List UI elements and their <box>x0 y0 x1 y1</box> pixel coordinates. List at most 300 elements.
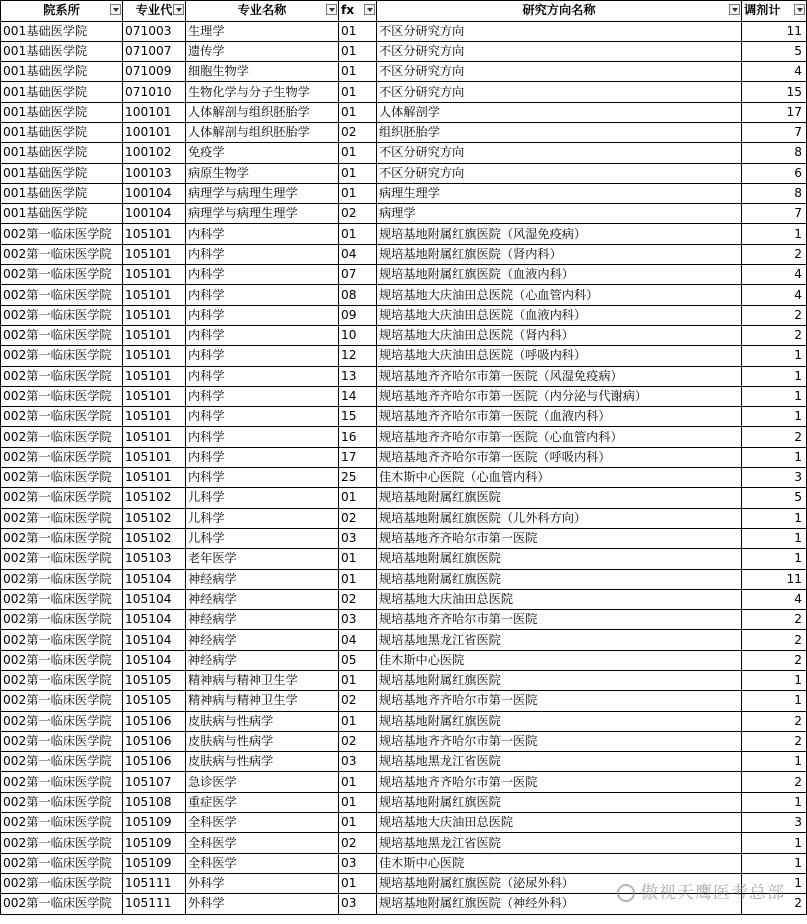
cell-college: 002第一临床医学院 <box>1 792 123 812</box>
cell-major-code: 100102 <box>123 143 186 163</box>
cell-major-name: 内科学 <box>186 427 339 447</box>
cell-count: 1 <box>742 508 807 528</box>
cell-major-code: 105101 <box>123 386 186 406</box>
cell-major-name: 全科医学 <box>186 853 339 873</box>
cell-fx: 02 <box>339 731 377 751</box>
cell-major-code: 105104 <box>123 589 186 609</box>
cell-direction: 规培基地大庆油田总医院（心血管内科） <box>377 285 742 305</box>
cell-major-code: 071010 <box>123 82 186 102</box>
cell-major-name: 病理学与病理生理学 <box>186 183 339 203</box>
cell-college: 002第一临床医学院 <box>1 813 123 833</box>
table-row <box>1 569 807 589</box>
cell-fx: 01 <box>339 143 377 163</box>
table-row <box>1 691 807 711</box>
cell-count: 1 <box>742 407 807 427</box>
header-college-label: 院系所 <box>43 3 80 18</box>
table-row <box>1 468 807 488</box>
watermark-logo-icon <box>617 884 635 902</box>
cell-direction: 不区分研究方向 <box>377 21 742 41</box>
cell-fx: 02 <box>339 589 377 609</box>
cell-fx: 10 <box>339 325 377 345</box>
cell-major-name: 内科学 <box>186 447 339 467</box>
cell-count: 7 <box>742 122 807 142</box>
cell-fx: 02 <box>339 833 377 853</box>
cell-count: 4 <box>742 589 807 609</box>
cell-fx: 02 <box>339 508 377 528</box>
cell-major-name: 内科学 <box>186 265 339 285</box>
cell-major-name: 精神病与精神卫生学 <box>186 691 339 711</box>
table-row <box>1 772 807 792</box>
header-row <box>1 1 807 22</box>
cell-direction: 规培基地大庆油田总医院 <box>377 589 742 609</box>
watermark <box>617 878 785 903</box>
cell-college: 002第一临床医学院 <box>1 224 123 244</box>
cell-direction: 不区分研究方向 <box>377 143 742 163</box>
cell-fx: 01 <box>339 813 377 833</box>
cell-fx: 01 <box>339 163 377 183</box>
table-row <box>1 650 807 670</box>
cell-major-code: 105106 <box>123 752 186 772</box>
cell-college: 002第一临床医学院 <box>1 833 123 853</box>
cell-major-name: 外科学 <box>186 873 339 893</box>
cell-major-code: 105111 <box>123 894 186 914</box>
cell-major-name: 老年医学 <box>186 549 339 569</box>
cell-major-code: 071009 <box>123 62 186 82</box>
cell-direction: 规培基地大庆油田总医院（血液内科） <box>377 305 742 325</box>
cell-college: 002第一临床医学院 <box>1 285 123 305</box>
cell-count: 1 <box>742 691 807 711</box>
cell-major-name: 儿科学 <box>186 488 339 508</box>
cell-count: 1 <box>742 833 807 853</box>
table-row <box>1 183 807 203</box>
cell-major-code: 105101 <box>123 447 186 467</box>
cell-fx: 01 <box>339 62 377 82</box>
table-row <box>1 731 807 751</box>
header-direction <box>377 1 742 22</box>
cell-college: 002第一临床医学院 <box>1 488 123 508</box>
cell-major-code: 105106 <box>123 731 186 751</box>
cell-college: 002第一临床医学院 <box>1 366 123 386</box>
cell-major-code: 100104 <box>123 204 186 224</box>
cell-fx: 09 <box>339 305 377 325</box>
cell-major-code: 100101 <box>123 122 186 142</box>
cell-major-name: 内科学 <box>186 386 339 406</box>
cell-direction: 规培基地附属红旗医院 <box>377 711 742 731</box>
cell-fx: 01 <box>339 772 377 792</box>
cell-major-name: 皮肤病与性病学 <box>186 731 339 751</box>
cell-count: 3 <box>742 813 807 833</box>
cell-direction: 规培基地附属红旗医院（神经外科） <box>377 894 742 914</box>
cell-major-name: 全科医学 <box>186 833 339 853</box>
cell-direction: 不区分研究方向 <box>377 62 742 82</box>
header-major-label: 专业名称 <box>237 3 287 18</box>
cell-count: 5 <box>742 488 807 508</box>
header-code-label: 专业代 <box>135 3 173 18</box>
cell-fx: 03 <box>339 853 377 873</box>
table-row <box>1 21 807 41</box>
cell-fx: 07 <box>339 265 377 285</box>
table-row <box>1 305 807 325</box>
cell-major-name: 遗传学 <box>186 41 339 61</box>
cell-college: 002第一临床医学院 <box>1 244 123 264</box>
cell-college: 002第一临床医学院 <box>1 630 123 650</box>
cell-direction: 规培基地附属红旗医院（风湿免疫病） <box>377 224 742 244</box>
table-row <box>1 122 807 142</box>
cell-major-name: 生物化学与分子生物学 <box>186 82 339 102</box>
table-row <box>1 671 807 691</box>
cell-direction: 人体解剖学 <box>377 102 742 122</box>
cell-fx: 01 <box>339 488 377 508</box>
cell-count: 6 <box>742 163 807 183</box>
cell-direction: 规培基地黑龙江省医院 <box>377 630 742 650</box>
cell-college: 001基础医学院 <box>1 143 123 163</box>
cell-count: 2 <box>742 244 807 264</box>
cell-college: 002第一临床医学院 <box>1 650 123 670</box>
cell-direction: 不区分研究方向 <box>377 82 742 102</box>
cell-major-name: 神经病学 <box>186 569 339 589</box>
header-direction-label: 研究方向名称 <box>522 3 596 18</box>
cell-count: 11 <box>742 21 807 41</box>
cell-direction: 病理生理学 <box>377 183 742 203</box>
cell-major-code: 105101 <box>123 285 186 305</box>
cell-fx: 12 <box>339 346 377 366</box>
cell-fx: 05 <box>339 650 377 670</box>
cell-major-name: 内科学 <box>186 366 339 386</box>
cell-count: 2 <box>742 650 807 670</box>
cell-count: 1 <box>742 549 807 569</box>
cell-college: 001基础医学院 <box>1 41 123 61</box>
cell-direction: 组织胚胎学 <box>377 122 742 142</box>
cell-college: 002第一临床医学院 <box>1 610 123 630</box>
cell-college: 002第一临床医学院 <box>1 549 123 569</box>
cell-direction: 规培基地附属红旗医院 <box>377 792 742 812</box>
table-row <box>1 82 807 102</box>
cell-college: 002第一临床医学院 <box>1 447 123 467</box>
cell-major-name: 免疫学 <box>186 143 339 163</box>
cell-count: 1 <box>742 671 807 691</box>
cell-college: 002第一临床医学院 <box>1 772 123 792</box>
cell-fx: 01 <box>339 82 377 102</box>
cell-major-code: 105101 <box>123 325 186 345</box>
cell-major-name: 神经病学 <box>186 650 339 670</box>
cell-direction: 规培基地黑龙江省医院 <box>377 752 742 772</box>
cell-major-name: 急诊医学 <box>186 772 339 792</box>
cell-count: 3 <box>742 468 807 488</box>
cell-major-code: 100104 <box>123 183 186 203</box>
cell-major-name: 内科学 <box>186 244 339 264</box>
cell-college: 001基础医学院 <box>1 82 123 102</box>
cell-direction: 规培基地齐齐哈尔市第一医院（心血管内科） <box>377 427 742 447</box>
cell-fx: 03 <box>339 528 377 548</box>
cell-direction: 规培基地附属红旗医院（儿外科方向） <box>377 508 742 528</box>
table-row <box>1 528 807 548</box>
cell-major-name: 皮肤病与性病学 <box>186 752 339 772</box>
table-row <box>1 143 807 163</box>
cell-direction: 规培基地齐齐哈尔市第一医院 <box>377 772 742 792</box>
cell-major-code: 105101 <box>123 305 186 325</box>
cell-direction: 规培基地齐齐哈尔市第一医院（风湿免疫病） <box>377 366 742 386</box>
filter-dropdown-icon[interactable] <box>729 4 740 15</box>
cell-count: 4 <box>742 265 807 285</box>
table-row <box>1 407 807 427</box>
cell-college: 002第一临床医学院 <box>1 691 123 711</box>
cell-count: 2 <box>742 772 807 792</box>
cell-major-code: 105102 <box>123 508 186 528</box>
cell-major-code: 105101 <box>123 407 186 427</box>
cell-direction: 不区分研究方向 <box>377 41 742 61</box>
cell-count: 8 <box>742 183 807 203</box>
cell-college: 002第一临床医学院 <box>1 265 123 285</box>
cell-count: 1 <box>742 752 807 772</box>
cell-major-name: 重症医学 <box>186 792 339 812</box>
cell-major-name: 内科学 <box>186 285 339 305</box>
cell-count: 2 <box>742 610 807 630</box>
cell-major-name: 病原生物学 <box>186 163 339 183</box>
table-row <box>1 610 807 630</box>
cell-college: 002第一临床医学院 <box>1 508 123 528</box>
cell-direction: 规培基地齐齐哈尔市第一医院 <box>377 691 742 711</box>
cell-direction: 规培基地齐齐哈尔市第一医院（呼吸内科） <box>377 447 742 467</box>
cell-college: 002第一临床医学院 <box>1 711 123 731</box>
table-row <box>1 346 807 366</box>
cell-major-code: 105104 <box>123 650 186 670</box>
cell-fx: 15 <box>339 407 377 427</box>
cell-count: 2 <box>742 427 807 447</box>
cell-major-code: 105103 <box>123 549 186 569</box>
table-row <box>1 62 807 82</box>
header-fx-label: fx <box>341 3 355 18</box>
cell-count: 2 <box>742 711 807 731</box>
cell-major-code: 105101 <box>123 224 186 244</box>
cell-direction: 规培基地齐齐哈尔市第一医院 <box>377 610 742 630</box>
table-row <box>1 285 807 305</box>
cell-fx: 02 <box>339 691 377 711</box>
cell-college: 001基础医学院 <box>1 163 123 183</box>
table-row <box>1 589 807 609</box>
cell-major-code: 105101 <box>123 468 186 488</box>
cell-major-name: 精神病与精神卫生学 <box>186 671 339 691</box>
cell-major-name: 儿科学 <box>186 528 339 548</box>
cell-direction: 规培基地齐齐哈尔市第一医院 <box>377 731 742 751</box>
table-row <box>1 41 807 61</box>
cell-major-code: 105109 <box>123 813 186 833</box>
cell-count: 1 <box>742 792 807 812</box>
cell-count: 1 <box>742 366 807 386</box>
watermark-text: 傲视天鹰医考总部 <box>641 883 785 903</box>
cell-college: 002第一临床医学院 <box>1 731 123 751</box>
cell-fx: 01 <box>339 549 377 569</box>
table-row <box>1 853 807 873</box>
cell-major-name: 内科学 <box>186 468 339 488</box>
cell-count: 1 <box>742 386 807 406</box>
cell-major-code: 105106 <box>123 711 186 731</box>
cell-count: 1 <box>742 528 807 548</box>
cell-count: 2 <box>742 894 807 914</box>
cell-direction: 规培基地大庆油田总医院（呼吸内科） <box>377 346 742 366</box>
cell-college: 001基础医学院 <box>1 21 123 41</box>
cell-major-name: 全科医学 <box>186 813 339 833</box>
cell-college: 001基础医学院 <box>1 183 123 203</box>
cell-count: 2 <box>742 731 807 751</box>
cell-major-code: 105104 <box>123 610 186 630</box>
table-row <box>1 813 807 833</box>
cell-direction: 规培基地齐齐哈尔市第一医院（内分泌与代谢病） <box>377 386 742 406</box>
filter-dropdown-icon[interactable] <box>110 4 121 15</box>
cell-major-name: 内科学 <box>186 407 339 427</box>
cell-major-code: 105105 <box>123 671 186 691</box>
cell-direction: 佳木斯中心医院 <box>377 853 742 873</box>
cell-major-name: 病理学与病理生理学 <box>186 204 339 224</box>
cell-fx: 13 <box>339 366 377 386</box>
cell-major-name: 人体解剖与组织胚胎学 <box>186 102 339 122</box>
filter-dropdown-icon[interactable] <box>173 4 184 15</box>
table-row <box>1 752 807 772</box>
cell-college: 002第一临床医学院 <box>1 468 123 488</box>
table-row <box>1 386 807 406</box>
cell-fx: 03 <box>339 610 377 630</box>
cell-fx: 01 <box>339 711 377 731</box>
cell-major-code: 105104 <box>123 630 186 650</box>
cell-direction: 规培基地齐齐哈尔市第一医院 <box>377 528 742 548</box>
cell-college: 002第一临床医学院 <box>1 305 123 325</box>
table-row <box>1 488 807 508</box>
cell-fx: 04 <box>339 244 377 264</box>
cell-fx: 14 <box>339 386 377 406</box>
cell-major-name: 内科学 <box>186 346 339 366</box>
cell-major-code: 071003 <box>123 21 186 41</box>
cell-major-code: 100103 <box>123 163 186 183</box>
cell-fx: 08 <box>339 285 377 305</box>
cell-college: 002第一临床医学院 <box>1 407 123 427</box>
cell-college: 001基础医学院 <box>1 62 123 82</box>
cell-count: 5 <box>742 41 807 61</box>
cell-major-name: 神经病学 <box>186 589 339 609</box>
table-row <box>1 792 807 812</box>
cell-major-name: 神经病学 <box>186 630 339 650</box>
cell-college: 002第一临床医学院 <box>1 386 123 406</box>
filter-dropdown-icon[interactable] <box>794 4 805 15</box>
cell-direction: 不区分研究方向 <box>377 163 742 183</box>
table-row <box>1 447 807 467</box>
cell-major-code: 105101 <box>123 427 186 447</box>
cell-count: 17 <box>742 102 807 122</box>
cell-fx: 02 <box>339 204 377 224</box>
cell-major-name: 皮肤病与性病学 <box>186 711 339 731</box>
cell-major-name: 人体解剖与组织胚胎学 <box>186 122 339 142</box>
cell-college: 002第一临床医学院 <box>1 528 123 548</box>
cell-major-code: 105107 <box>123 772 186 792</box>
table-row <box>1 163 807 183</box>
cell-fx: 01 <box>339 792 377 812</box>
table-row <box>1 366 807 386</box>
cell-major-name: 内科学 <box>186 305 339 325</box>
cell-fx: 02 <box>339 122 377 142</box>
cell-direction: 规培基地附属红旗医院 <box>377 549 742 569</box>
table-row <box>1 204 807 224</box>
cell-college: 001基础医学院 <box>1 122 123 142</box>
cell-count: 1 <box>742 346 807 366</box>
cell-count: 4 <box>742 62 807 82</box>
cell-major-name: 儿科学 <box>186 508 339 528</box>
cell-count: 4 <box>742 285 807 305</box>
cell-direction: 规培基地黑龙江省医院 <box>377 833 742 853</box>
cell-fx: 01 <box>339 224 377 244</box>
cell-major-code: 105104 <box>123 569 186 589</box>
cell-college: 002第一临床医学院 <box>1 589 123 609</box>
cell-fx: 01 <box>339 21 377 41</box>
cell-fx: 25 <box>339 468 377 488</box>
filter-dropdown-icon[interactable] <box>326 4 337 15</box>
cell-direction: 规培基地附属红旗医院（血液内科） <box>377 265 742 285</box>
cell-direction: 佳木斯中心医院（心血管内科） <box>377 468 742 488</box>
table-row <box>1 325 807 345</box>
cell-direction: 规培基地大庆油田总医院 <box>377 813 742 833</box>
cell-major-code: 105105 <box>123 691 186 711</box>
cell-major-code: 105101 <box>123 366 186 386</box>
cell-college: 002第一临床医学院 <box>1 873 123 893</box>
cell-count: 1 <box>742 224 807 244</box>
cell-major-code: 100101 <box>123 102 186 122</box>
cell-college: 002第一临床医学院 <box>1 427 123 447</box>
cell-fx: 03 <box>339 894 377 914</box>
cell-direction: 病理学 <box>377 204 742 224</box>
cell-fx: 01 <box>339 183 377 203</box>
header-major <box>186 1 339 22</box>
cell-count: 2 <box>742 630 807 650</box>
cell-college: 002第一临床医学院 <box>1 894 123 914</box>
cell-count: 2 <box>742 305 807 325</box>
table-row <box>1 711 807 731</box>
cell-direction: 规培基地附属红旗医院 <box>377 569 742 589</box>
cell-fx: 01 <box>339 671 377 691</box>
table-body <box>1 21 807 914</box>
cell-college: 002第一临床医学院 <box>1 325 123 345</box>
cell-count: 1 <box>742 853 807 873</box>
table-row <box>1 630 807 650</box>
cell-major-code: 105101 <box>123 265 186 285</box>
cell-college: 002第一临床医学院 <box>1 671 123 691</box>
cell-college: 001基础医学院 <box>1 204 123 224</box>
cell-direction: 佳木斯中心医院 <box>377 650 742 670</box>
table-row <box>1 427 807 447</box>
cell-direction: 规培基地附属红旗医院（肾内科） <box>377 244 742 264</box>
table-row <box>1 102 807 122</box>
filter-dropdown-icon[interactable] <box>364 4 375 15</box>
cell-college: 001基础医学院 <box>1 102 123 122</box>
cell-major-code: 105108 <box>123 792 186 812</box>
cell-fx: 01 <box>339 102 377 122</box>
table-row <box>1 549 807 569</box>
cell-major-code: 105102 <box>123 528 186 548</box>
cell-college: 002第一临床医学院 <box>1 569 123 589</box>
cell-major-name: 外科学 <box>186 894 339 914</box>
table-row <box>1 244 807 264</box>
table-row <box>1 833 807 853</box>
cell-direction: 规培基地齐齐哈尔市第一医院（血液内科） <box>377 407 742 427</box>
cell-major-code: 105109 <box>123 833 186 853</box>
cell-college: 002第一临床医学院 <box>1 752 123 772</box>
table-row <box>1 508 807 528</box>
cell-college: 002第一临床医学院 <box>1 853 123 873</box>
cell-college: 002第一临床医学院 <box>1 346 123 366</box>
cell-major-code: 105109 <box>123 853 186 873</box>
cell-direction: 规培基地附属红旗医院（泌尿外科） <box>377 873 742 893</box>
table-row <box>1 265 807 285</box>
cell-major-code: 071007 <box>123 41 186 61</box>
cell-direction: 规培基地附属红旗医院 <box>377 488 742 508</box>
cell-major-code: 105111 <box>123 873 186 893</box>
cell-major-code: 105102 <box>123 488 186 508</box>
